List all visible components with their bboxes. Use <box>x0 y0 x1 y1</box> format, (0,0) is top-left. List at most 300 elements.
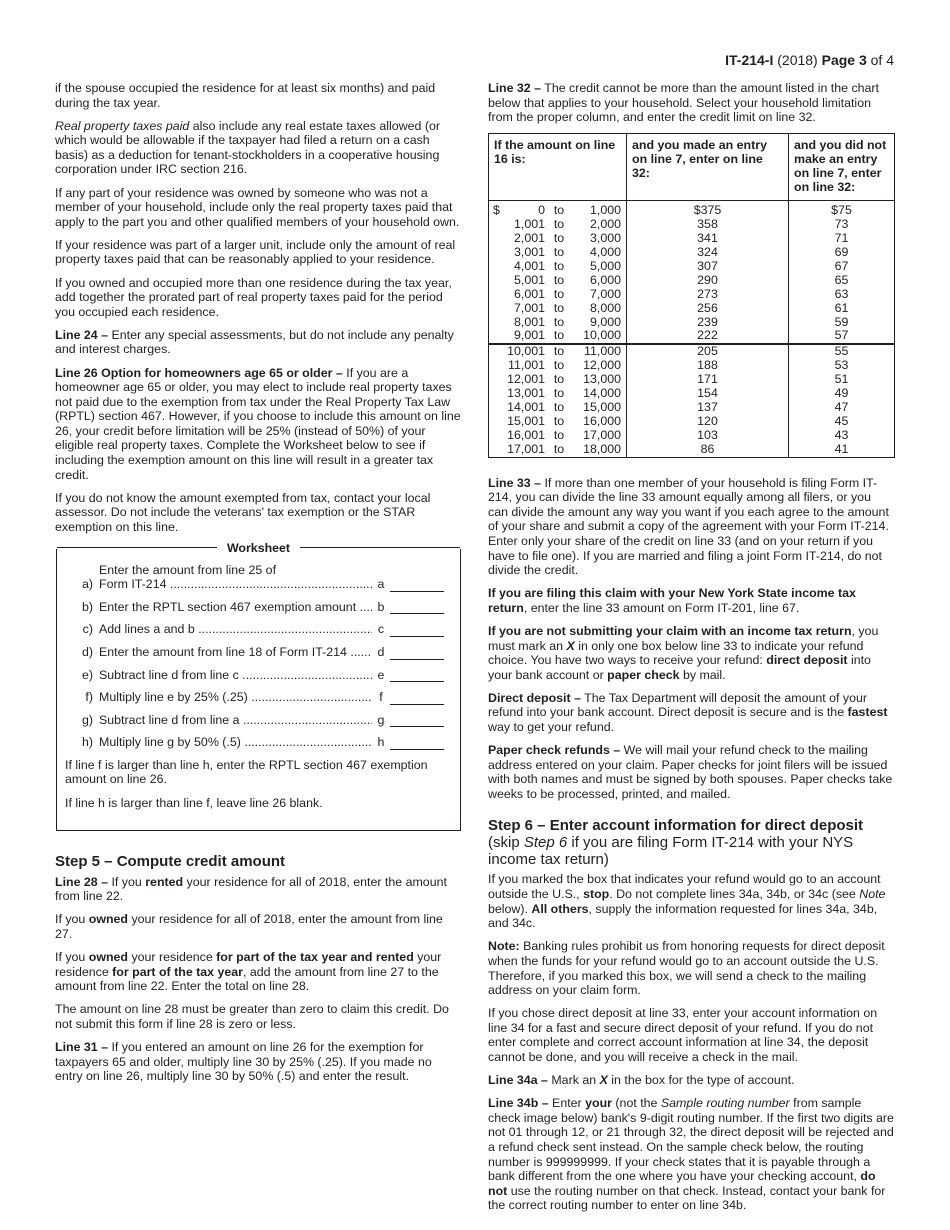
bold-text: owned <box>88 950 128 965</box>
range-to: 5,000 <box>589 258 621 273</box>
text-run: into your bank account or <box>488 653 871 682</box>
range-from: 6,001 <box>513 286 545 301</box>
range-cell <box>489 246 627 260</box>
range-to: 11,000 <box>584 344 621 359</box>
range-from: 10,001 <box>507 344 545 359</box>
table-row <box>489 274 895 288</box>
paragraph <box>488 872 894 930</box>
answer-field-a[interactable] <box>390 580 444 592</box>
credit-without-entry: 63 <box>789 288 895 302</box>
worksheet-row-d <box>57 645 460 660</box>
range-cell <box>489 387 627 401</box>
paragraph <box>488 1073 894 1088</box>
worksheet-row-label <box>99 600 372 615</box>
text-run: if the spouse occupied the residence for at least six months) and paid during the tax year. <box>55 81 436 110</box>
left-paragraphs-bottom <box>55 875 461 1084</box>
credit-with-entry: 154 <box>627 387 789 401</box>
range-cell <box>489 429 627 443</box>
text-run: If you entered an amount on line 26 for the exemption for taxpayers 65 and older, multiply line 30 by 25% (.25). If you made no entry on line 26, multiply line 30 by 50% (.5) and enter the result. <box>55 1040 432 1084</box>
bold-text: Line 28 – <box>55 874 109 889</box>
row-letter: h <box>377 735 385 750</box>
worksheet-row-g <box>57 713 460 728</box>
answer-field-c[interactable] <box>390 625 444 637</box>
paragraph <box>488 691 894 735</box>
label-line-2: Form IT-214 ..... <box>99 577 372 591</box>
credit-without-entry: 55 <box>789 344 895 359</box>
range-cell <box>489 443 627 457</box>
credit-with-entry: 188 <box>627 359 789 373</box>
range-to: 8,000 <box>589 300 621 315</box>
worksheet-row-c <box>57 622 460 637</box>
worksheet-row-e <box>57 668 460 683</box>
range-to-word: to <box>553 300 565 315</box>
range-to-word: to <box>553 413 565 428</box>
bold-text: Step 6 – Enter account information for direct deposit <box>488 817 864 835</box>
worksheet-row-label <box>99 563 372 592</box>
text-run: If you chose direct deposit at line 33, enter your account information on line 34 for a fast and secure direct deposit of your refund. If you do not enter complete and correct account information at line 34, the deposit cannot be done, and you will receive a check in the mail. <box>488 1006 878 1064</box>
range-to-word: to <box>553 231 565 246</box>
label-text: Multiply line g by 50% (.5) ..... <box>99 735 372 749</box>
bold-text: do not <box>488 1169 876 1198</box>
range-cell <box>489 329 627 344</box>
text-run: Enter any special assessments, but do not include any penalty and interest charges. <box>55 327 454 357</box>
range-to-word: to <box>553 245 565 259</box>
paragraph <box>55 81 461 110</box>
text-run: If you owned and occupied more than one residence during the tax year, add together the prorated part of real property taxes paid for the period you occupied each residence. <box>55 275 452 319</box>
paragraph <box>488 624 894 682</box>
text-run: way to get your refund. <box>488 720 615 734</box>
range-cell <box>489 201 627 218</box>
range-to: 6,000 <box>589 272 621 287</box>
left-paragraphs-top <box>55 81 461 535</box>
credit-without-entry: 71 <box>789 232 895 246</box>
text-run: in the box for the type of account. <box>607 1073 795 1088</box>
step6-heading <box>488 817 894 868</box>
text-run: (skip <box>488 834 524 852</box>
text-run: If you <box>108 874 146 889</box>
paragraph <box>55 491 461 535</box>
range-to: 13,000 <box>583 372 621 387</box>
text-run: by mail. <box>679 667 726 682</box>
currency-symbol <box>493 260 501 274</box>
credit-without-entry: 67 <box>789 260 895 274</box>
range-cell <box>489 302 627 316</box>
row-key: h) <box>81 735 93 750</box>
worksheet-row-label <box>99 713 372 728</box>
worksheet-row-f <box>57 690 460 705</box>
paragraph <box>55 950 461 994</box>
text-run: , enter the line 33 amount on Form IT-201, line 67. <box>523 600 800 615</box>
bold-text: for part of the tax year <box>112 964 243 979</box>
currency-symbol <box>493 359 501 373</box>
range-cell <box>489 288 627 302</box>
range-to: 9,000 <box>589 314 621 329</box>
text-run: from sample check image below) bank's 9-digit routing number. If the first two digits are not 01 through 12, or 21 through 32, the direct deposit will be rejected and a refund check sent instead. On the sample check below, the routing number is 999999999. If your check states that it is payable through a bank different from the one where you have your checking account, <box>488 1096 894 1184</box>
paragraph <box>488 1006 894 1064</box>
worksheet-title <box>57 541 460 556</box>
range-to-word: to <box>553 217 565 232</box>
worksheet-row-a <box>57 563 460 592</box>
bold-text: Line 33 – <box>488 475 542 490</box>
header-amount: If the amount on line 16 is: <box>489 134 627 201</box>
range-to: 15,000 <box>583 399 621 414</box>
answer-field-e[interactable] <box>390 670 444 682</box>
worksheet-row-label <box>99 622 372 637</box>
credit-with-entry: 273 <box>627 288 789 302</box>
bold-text: Note: <box>488 939 520 954</box>
text-run: also include any real estate taxes allowed (or which would be allowable if the taxpayer had filed a return on a cash basis) as a deduction for tenant-stockholders in a cooperative housing corporation under IRC section 216. <box>55 118 441 177</box>
range-to: 1,000 <box>589 203 621 218</box>
credit-with-entry: 171 <box>627 373 789 387</box>
paragraph <box>55 328 461 357</box>
text-run: Enter <box>548 1096 586 1111</box>
range-to: 18,000 <box>583 441 621 456</box>
italic-text: Sample routing number <box>660 1096 790 1111</box>
text-run: The credit cannot be more than the amount listed in the chart below that applies to your household. Select your household limitation from the proper column, and enter the credit limit on line 32. <box>488 81 879 125</box>
credit-with-entry: 358 <box>627 218 789 232</box>
range-to-word: to <box>553 399 565 414</box>
table-row <box>489 359 895 373</box>
currency-symbol <box>493 218 501 232</box>
text-run: , you must mark an <box>488 623 879 653</box>
table-row <box>489 260 895 274</box>
paragraph <box>55 238 461 267</box>
currency-symbol <box>493 373 501 387</box>
credit-with-entry: 239 <box>627 316 789 330</box>
text-run: Mark an <box>547 1073 600 1088</box>
currency-symbol <box>493 302 501 316</box>
text-run: your residence for all of 2018, enter the amount from line 27. <box>55 912 443 941</box>
currency-symbol <box>493 415 501 429</box>
worksheet-row-label <box>99 668 372 683</box>
range-from: 1,001 <box>513 217 545 232</box>
worksheet-notes <box>57 758 460 811</box>
credit-without-entry: 45 <box>789 415 895 429</box>
text-run: your residence <box>55 950 442 979</box>
text-run: The Tax Department will deposit the amount of your refund into your bank account. Direct deposit is secure and is the <box>488 690 868 720</box>
text-run: If more than one member of your household is filing Form IT-214, you can divide the line 33 amount equally among all filers, or you can divide the amount any way you want if you each agree to the amount of your share and submit a copy of the agreement with your Form IT-214. Enter only your share of the credit on line 33 (and on your return if you have to file one). If you are married and filing a joint Form IT-214, do not divide the credit. <box>488 475 889 578</box>
label-text: Enter the RPTL section 467 exemption amount ..... <box>99 600 372 614</box>
range-to-word: to <box>553 314 565 329</box>
credit-without-entry: 41 <box>789 443 895 457</box>
text-run: The amount on line 28 must be greater than zero to claim this credit. Do not submit this form if line 28 is zero or less. <box>55 1002 449 1031</box>
credit-with-entry: 222 <box>627 329 789 344</box>
worksheet-row-label <box>99 690 372 705</box>
currency-symbol <box>493 345 501 359</box>
worksheet-title-text: Worksheet <box>226 540 291 555</box>
bold-text: Line 31 – <box>55 1040 109 1054</box>
currency-symbol <box>493 316 501 330</box>
label-text: Subtract line d from line c ..... <box>99 668 372 682</box>
credit-with-entry: 341 <box>627 232 789 246</box>
text-run: your residence for all of 2018, enter the amount from line 22. <box>55 874 447 904</box>
row-letter: c <box>377 622 385 637</box>
range-to: 14,000 <box>583 386 621 401</box>
range-from: 2,001 <box>513 231 545 246</box>
range-to-word: to <box>553 344 565 359</box>
text-run: , supply the information requested for lines 34a, 34b, and 34c. <box>488 901 878 931</box>
row-key: e) <box>81 667 93 682</box>
text-run: If you do not know the amount exempted from tax, contact your local assessor. Do not include the veterans' tax exemption or the STAR exemption on this line. <box>55 490 431 534</box>
range-cell <box>489 344 627 359</box>
bold-text: for part of the tax year and rented <box>216 950 414 965</box>
range-cell <box>489 359 627 373</box>
credit-with-entry: 137 <box>627 401 789 415</box>
credit-without-entry: 47 <box>789 401 895 415</box>
label-text: Enter the amount from line 18 of Form IT-214 ..... <box>99 645 372 659</box>
range-from: 4,001 <box>513 258 545 273</box>
page-header <box>725 53 894 68</box>
range-cell <box>489 218 627 232</box>
bold-text: Line 26 Option for homeowners age 65 or older – <box>55 365 343 380</box>
paragraph <box>488 586 894 615</box>
worksheet-row-label <box>99 645 372 660</box>
text-run: use the routing number on that check. Instead, contact your bank for the correct routing number to enter on line 34b. <box>488 1183 886 1213</box>
row-letter: b <box>377 599 385 614</box>
range-to-word: to <box>553 272 565 287</box>
answer-field-b[interactable] <box>390 602 444 614</box>
credit-with-entry: 290 <box>627 274 789 288</box>
credit-without-entry: 61 <box>789 302 895 316</box>
credit-without-entry: 65 <box>789 274 895 288</box>
credit-with-entry: 205 <box>627 344 789 359</box>
text-run: (not the <box>611 1096 661 1111</box>
currency-symbol <box>493 443 501 457</box>
currency-symbol <box>493 387 501 401</box>
range-from: 0 <box>538 203 545 218</box>
range-to: 2,000 <box>589 217 621 232</box>
currency-symbol <box>493 232 501 246</box>
label-text: Multiply line e by 25% (.25) ..... <box>99 690 372 704</box>
bold-text: X <box>566 638 575 653</box>
text-run: in only one box below line 33 to indicate your refund choice. You have two ways to receive your refund: <box>488 638 864 668</box>
credit-with-entry: 103 <box>627 429 789 443</box>
range-cell <box>489 232 627 246</box>
text-run: Banking rules prohibit us from honoring requests for direct deposit when the funds for your refund would go to an account outside the U.S. Therefore, if you marked this box, we will send a check to the mailing address on your claim form. <box>488 939 885 998</box>
paragraph <box>55 1040 461 1084</box>
header-no-entry-line7: and you did not make an entry on line 7, enter on line 32: <box>789 134 895 201</box>
paragraph <box>488 743 894 801</box>
range-from: 16,001 <box>507 427 545 442</box>
text-run: If you marked the box that indicates your refund would go to an account outside the U.S., <box>488 872 881 902</box>
currency-symbol: $ <box>493 203 500 218</box>
table-row <box>489 218 895 232</box>
paragraph <box>55 912 461 941</box>
text-run: , add the amount from line 27 to the amount from line 22. Enter the total on line 28. <box>55 964 439 994</box>
table-header-row <box>489 134 895 201</box>
table-row <box>489 373 895 387</box>
paragraph <box>55 186 461 230</box>
bold-text: direct deposit <box>766 653 848 668</box>
range-cell <box>489 260 627 274</box>
range-to-word: to <box>553 372 565 387</box>
table-row <box>489 201 895 218</box>
table-row <box>489 329 895 344</box>
range-to-word: to <box>553 286 565 301</box>
right-paragraphs-mid <box>488 476 894 802</box>
credit-without-entry: 73 <box>789 218 895 232</box>
credit-without-entry: $75 <box>789 201 895 218</box>
credit-with-entry: 256 <box>627 302 789 316</box>
bold-text: Direct deposit – <box>488 690 581 705</box>
currency-symbol <box>493 288 501 302</box>
bold-text: X <box>599 1073 608 1088</box>
bold-text: Page 3 <box>821 52 867 68</box>
row-key: b) <box>81 599 93 614</box>
row-letter: f <box>379 690 383 705</box>
paragraph <box>55 366 461 483</box>
worksheet-row-b <box>57 600 460 615</box>
range-from: 7,001 <box>513 300 545 315</box>
answer-field-h[interactable] <box>390 738 444 750</box>
currency-symbol <box>493 401 501 415</box>
range-to-word: to <box>553 386 565 401</box>
range-to: 3,000 <box>589 231 621 246</box>
range-to: 7,000 <box>589 286 621 301</box>
text-run: If any part of your residence was owned by someone who was not a member of your household, include only the real property taxes paid that apply to the part you and other qualified members of your household own. <box>55 185 460 229</box>
currency-symbol <box>493 274 501 288</box>
row-key: g) <box>81 712 93 727</box>
table-row <box>489 316 895 330</box>
range-to-word: to <box>553 203 565 218</box>
text-run: We will mail your refund check to the mailing address entered on your claim. Paper checks for joint filers will be issued with both names and must be signed by both spouses. Paper checks take weeks to be processed, printed, and mailed. <box>488 743 893 801</box>
credit-with-entry: $375 <box>627 201 789 218</box>
bold-text: Paper check refunds – <box>488 743 621 758</box>
credit-with-entry: 86 <box>627 443 789 457</box>
range-cell <box>489 274 627 288</box>
text-run: your residence <box>128 950 217 965</box>
credit-limit-table <box>488 133 895 457</box>
table-row <box>489 429 895 443</box>
row-letter: d <box>377 644 385 659</box>
bold-text: Line 32 – <box>488 81 542 95</box>
range-to-word: to <box>553 328 565 343</box>
row-key: f) <box>85 690 93 705</box>
bold-text: IT-214-I <box>725 52 774 68</box>
label-line-1: Enter the amount from line 25 of <box>99 562 277 577</box>
table-row <box>489 344 895 359</box>
text-run: (2018) <box>773 52 822 68</box>
range-to: 17,000 <box>583 427 621 442</box>
row-letter: g <box>377 712 385 727</box>
bold-text: All others <box>531 901 589 916</box>
range-from: 14,001 <box>507 399 545 414</box>
range-cell <box>489 415 627 429</box>
text-run: If your residence was part of a larger unit, include only the amount of real property taxes paid that can be reasonably applied to your residence. <box>55 237 456 267</box>
range-cell <box>489 373 627 387</box>
worksheet-note-1: If line f is larger than line h, enter the RPTL section 467 exemption amount on line 26. <box>65 757 428 787</box>
bold-text: fastest <box>847 705 888 720</box>
right-paragraphs-top <box>488 81 894 125</box>
row-key: d) <box>81 644 93 659</box>
currency-symbol <box>493 429 501 443</box>
credit-without-entry: 53 <box>789 359 895 373</box>
range-to-word: to <box>553 358 565 373</box>
table-row <box>489 232 895 246</box>
text-run: . Do not complete lines 34a, 34b, or 34c (see <box>609 887 860 902</box>
credit-without-entry: 43 <box>789 429 895 443</box>
italic-text: Note <box>859 887 886 902</box>
table-row <box>489 401 895 415</box>
row-letter: e <box>377 667 385 682</box>
credit-without-entry: 49 <box>789 387 895 401</box>
paragraph <box>488 1096 894 1213</box>
label-text: Subtract line d from line a ..... <box>99 713 372 727</box>
answer-field-f[interactable] <box>390 693 444 705</box>
paragraph <box>488 939 894 997</box>
answer-field-d[interactable] <box>390 648 444 660</box>
worksheet <box>56 540 461 831</box>
range-from: 11,001 <box>508 358 545 373</box>
row-key: a) <box>81 577 93 592</box>
range-to: 10,000 <box>583 328 621 343</box>
table-row <box>489 302 895 316</box>
worksheet-note-2: If line h is larger than line f, leave line 26 blank. <box>65 796 323 811</box>
paragraph <box>55 1002 461 1031</box>
label-text: Add lines a and b ..... <box>99 622 372 636</box>
step5-heading: Step 5 – Compute credit amount <box>55 852 286 870</box>
text-run: If you <box>55 912 89 927</box>
range-from: 13,001 <box>507 386 545 401</box>
range-from: 8,001 <box>513 314 545 329</box>
text-run: If you are a homeowner age 65 or older, you may elect to include real property taxes not paid due to the exemption from tax under the Real Property Tax Law (RPTL) section 467. However, if you choose to include this amount on line 26, your credit before limitation will be 25% (instead of 50%) of your eligible real property taxes. Complete the Worksheet below to see if including the exemption amount on this line will result in a greater tax credit. <box>55 365 461 482</box>
row-letter: a <box>377 577 385 592</box>
range-from: 9,001 <box>513 328 545 343</box>
worksheet-rows <box>57 563 460 750</box>
table-row <box>489 415 895 429</box>
range-to: 12,000 <box>583 358 621 373</box>
right-column <box>488 81 894 1221</box>
paragraph <box>488 81 894 125</box>
range-cell <box>489 316 627 330</box>
currency-symbol <box>493 329 501 343</box>
range-from: 17,001 <box>507 441 545 456</box>
currency-symbol <box>493 246 501 260</box>
paragraph <box>55 875 461 904</box>
italic-text: Real property taxes paid <box>55 118 190 133</box>
right-paragraphs-bottom <box>488 872 894 1212</box>
answer-field-g[interactable] <box>390 715 444 727</box>
bold-text: your <box>585 1096 612 1111</box>
range-to-word: to <box>553 427 565 442</box>
bold-text: owned <box>88 912 128 927</box>
table-row <box>489 443 895 457</box>
table-row <box>489 246 895 260</box>
credit-without-entry: 59 <box>789 316 895 330</box>
header-entry-line7: and you made an entry on line 7, enter on line 32: <box>627 134 789 201</box>
range-cell <box>489 401 627 415</box>
bold-text: rented <box>145 874 184 889</box>
worksheet-row-label <box>99 735 372 750</box>
range-to: 4,000 <box>589 245 621 259</box>
paragraph <box>488 476 894 578</box>
text-run: below). <box>488 901 532 916</box>
text-run: of 4 <box>866 52 894 68</box>
italic-text: Step 6 <box>523 834 568 852</box>
range-from: 5,001 <box>513 272 545 287</box>
bold-text: stop <box>583 887 610 902</box>
paragraph <box>55 276 461 320</box>
credit-with-entry: 307 <box>627 260 789 274</box>
bold-text: Line 34b – <box>488 1096 549 1111</box>
range-from: 15,001 <box>507 413 545 428</box>
left-column <box>55 81 461 1092</box>
bold-text: Line 34a – <box>488 1073 548 1088</box>
credit-with-entry: 120 <box>627 415 789 429</box>
paragraph <box>55 119 461 177</box>
row-key: c) <box>82 622 93 637</box>
credit-without-entry: 51 <box>789 373 895 387</box>
